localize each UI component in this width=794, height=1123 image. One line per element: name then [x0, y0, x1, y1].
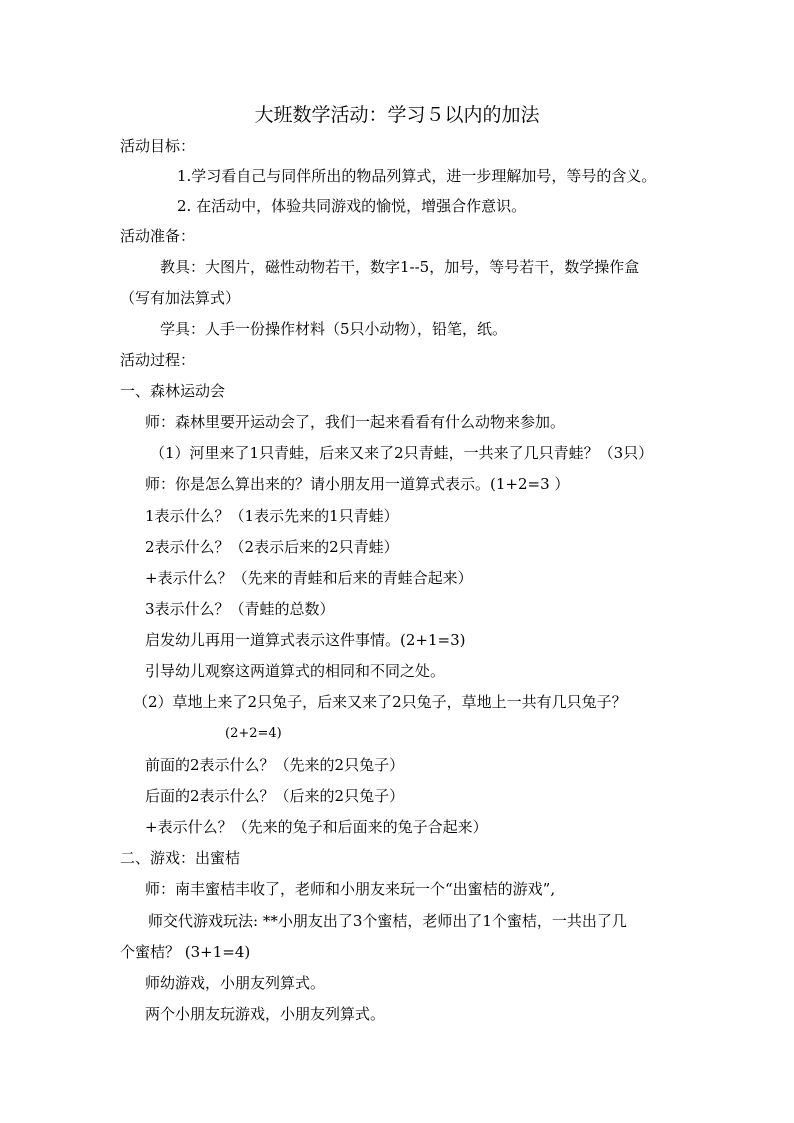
- subsection-heading-1: 一、森林运动会: [120, 382, 226, 400]
- section-heading-process: 活动过程：: [120, 351, 196, 369]
- process-line: 个蜜桔？ (3+1=4): [120, 943, 251, 961]
- process-line: 前面的2表示什么？（先来的2只兔子）: [145, 756, 405, 774]
- process-line: +表示什么？（先来的兔子和后面来的兔子合起来）: [145, 818, 488, 836]
- prep-learning-aids: 学具：人手一份操作材料（5只小动物），铅笔，纸。: [160, 320, 508, 338]
- process-line: 师交代游戏玩法: **小朋友出了3个蜜桔，老师出了1个蜜桔，一共出了几: [148, 912, 627, 930]
- process-line: 师幼游戏，小朋友列算式。: [145, 974, 326, 992]
- subsection-heading-2: 二、游戏：出蜜桔: [120, 849, 241, 867]
- process-line: 3表示什么？（青蛙的总数）: [145, 600, 335, 618]
- process-line: 2表示什么？（2表示后来的2只青蛙）: [145, 538, 399, 556]
- process-line: （2）草地上来了2只兔子，后来又来了2只兔子，草地上一共有几只兔子？: [133, 693, 627, 711]
- prep-teaching-aids: 教具：大图片，磁性动物若干，数字1--5，加号，等号若干，数学操作盒: [160, 258, 640, 276]
- process-line: +表示什么？（先来的青蛙和后来的青蛙合起来）: [145, 569, 473, 587]
- document-title: 大班数学活动：学习５以内的加法: [254, 104, 540, 126]
- process-line: 后面的2表示什么？（后来的2只兔子）: [145, 787, 405, 805]
- goal-item-1: 1.学习看自己与同伴所出的物品列算式，进一步理解加号，等号的含义。: [177, 167, 657, 185]
- process-line: (2+2=4): [225, 726, 282, 741]
- process-line: 两个小朋友玩游戏，小朋友列算式。: [145, 1005, 386, 1023]
- section-heading-preparation: 活动准备：: [120, 227, 196, 245]
- process-line: 引导幼儿观察这两道算式的相同和不同之处。: [145, 662, 446, 680]
- prep-teaching-aids-cont: （写有加法算式）: [120, 289, 241, 307]
- process-line: （1）河里来了1只青蛙，后来又来了2只青蛙，一共来了几只青蛙？（3只）: [150, 444, 654, 462]
- process-line: 师：森林里要开运动会了，我们一起来看看有什么动物来参加。: [145, 413, 566, 431]
- process-line: 1表示什么？（1表示先来的1只青蛙）: [145, 507, 399, 525]
- process-line: 启发幼儿再用一道算式表示这件事情。(2+1=3): [145, 631, 466, 649]
- section-heading-goals: 活动目标：: [120, 137, 196, 155]
- process-line: 师：南丰蜜桔丰收了，老师和小朋友来玩一个“出蜜桔的游戏”,: [145, 880, 556, 898]
- goal-item-2: 2. 在活动中，体验共同游戏的愉悦，增强合作意识。: [177, 197, 527, 215]
- process-line: 师：你是怎么算出来的？请小朋友用一道算式表示。(1+2=3 ）: [145, 475, 570, 493]
